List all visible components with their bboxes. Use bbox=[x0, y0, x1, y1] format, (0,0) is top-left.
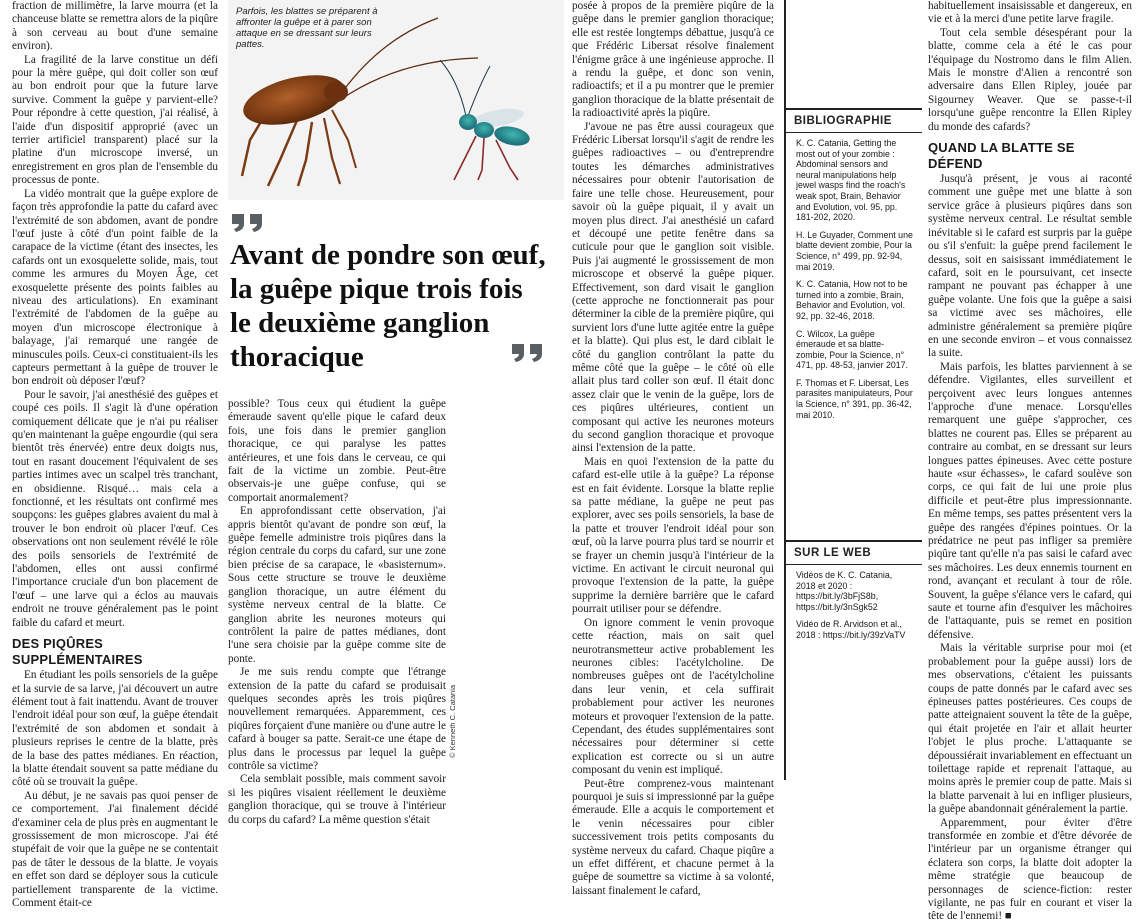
paragraph: Apparemment, pour éviter d'être transformée en zombie et d'être dévorée de l'intérieur par un organisme étranger qui éclatera son corps, la blatte doit adopter la même stratégie que beaucoup de personnages de science-fiction: rester vigilante, ne pas fuir en courant et viser la tête de l'ennemi! ■ bbox=[928, 816, 1132, 923]
paragraph: habituellement insaisissable et dangereux, en vie et à la merci d'une petite larve fragile. bbox=[928, 0, 1132, 26]
paragraph: Au début, je ne savais pas quoi penser de ce comportement. J'ai finalement décidé d'examiner cela de plus près en augmentant le grossissement de mon microscope. J'ai été stupéfait de voir que la guêpe ne se contentait pas de tâter le dessous de la blatte. Je voyais en effet son dard se déployer sous la cuticule partiellement transparente de la victime. Comment était-ce bbox=[12, 789, 218, 909]
web-link-entry[interactable]: Vidéos de K. C. Catania, 2018 et 2020 : https://bit.ly/3bFjS8b, https://bit.ly/3nSgk52 bbox=[796, 570, 893, 612]
web-link-entry[interactable]: Vidéo de R. Arvidson et al., 2018 : https://bit.ly/39zVaTV bbox=[796, 619, 906, 640]
paragraph: posée à propos de la première piqûre de la guêpe dans le premier ganglion thoracique; elle est restée longtemps débattue, jusqu'à ce que Frédéric Libersat résolve finalement l'énigme grâce à une ingénieuse approche. Il a rendu la guêpe, et donc son venin, radioactifs; et il a pu montrer que le premier ganglion thoracique de la blatte présentait de la radioactivité après la piqûre. bbox=[572, 0, 774, 120]
paragraph: Peut-être comprenez-vous maintenant pourquoi je suis si impressionné par la guêpe émeraude. Elle a acquis le comportement et le venin nécessaires pour cibler successivement trois petits composants du système nerveux du cafard. Chaque piqûre a un effet différent, et chacune permet à la guêpe de soumettre sa victime à sa volonté, laissant finalement le cafard, bbox=[572, 777, 774, 897]
web-links-title: SUR LE WEB bbox=[786, 540, 922, 565]
quote-close-icon bbox=[510, 342, 546, 364]
bibliography-entry: K. C. Catania, Getting the most out of your zombie : Abdominal sensors and neural manipulations help jewel wasps find the roach's weak spot, Brain, Behavior and Evolution, vol. 95, pp. 181-202, 2020. bbox=[796, 138, 906, 223]
paragraph: On ignore comment le venin provoque cette réaction, mais on sait quel neurotransmetteur active probablement les neurones cibles: l'acétylcholine. De nombreuses guêpes ont de l'acétylcholine dans leur venin, et cela suffirait probablement pour activer les neurones moteurs et provoquer l'extension de la patte. Cependant, des études supplémentaires sont nécessaires pour déterminer si cette explication est correcte ou si un autre composant du venin est impliqué. bbox=[572, 616, 774, 777]
paragraph: Je me suis rendu compte que l'étrange extension de la patte du cafard se produisait quelques secondes après les trois piqûres nouvellement remarquées. Apparemment, ces piqûres forçaient d'une manière ou d'une autre le cafard à bouger sa patte. Serait-ce une étape de plus dans le processus par lequel la guêpe contrôle sa victime? bbox=[228, 666, 446, 772]
section-heading: QUAND LA BLATTE SE DÉFEND bbox=[928, 140, 1075, 172]
article-column-2 bbox=[228, 398, 446, 826]
paragraph: Pour le savoir, j'ai anesthésié des guêpes et coupé ces poils. Il s'agit là d'une opération comiquement délicate que je n'ai pu réaliser qu'en maintenant la guêpe engourdie (qui sera bientôt très énervée) entre deux doigts nus, tout en rasant doucement l'équivalent de ses parties intimes avec un scalpel très tranchant, en obsidienne. Risqué… mais cela a fonctionné, et les résultats ont confirmé mes soupçons: les guêpes glabres avaient du mal à trouver le bon endroit où placer l'œuf. Ces observations ont non seulement révélé le rôle des poils sensoriels de l'extrémité de l'abdomen, elles ont aussi confirmé l'importance cruciale d'un bon placement de l'œuf – une larve qui a éclos au mauvais endroit ne trouve généralement pas le point faible du cafard et meurt. bbox=[12, 388, 218, 629]
quote-open-icon bbox=[230, 212, 266, 234]
photo-credit-text: © Kenneth C. Catania bbox=[448, 684, 457, 758]
paragraph: Tout cela semble désespérant pour la blatte, comme cela a été le cas pour l'équipage du Nostromo dans le film Alien. Mais le monstre d'Alien a rencontré son adversaire dans Ellen Ripley, jouée par Sigourney Weaver. Que se passe-t-il lorsqu'une guêpe rencontre la Ellen Ripley du monde des cafards? bbox=[928, 26, 1132, 133]
paragraph: La vidéo montrait que la guêpe explore de façon très approfondie la patte du cafard avec l'extrémité de son abdomen, avant de pondre l'œuf juste à côté d'un point faible de la carapace de la victime (étant des insectes, les cafards ont un exosquelette solide, mais, tout comme les armures du Moyen Âge, cet exosquelette présente des points faibles au niveau des articulations). En examinant l'extrémité de l'abdomen de la guêpe au moyen d'un microscope électronique à balayage, j'ai remarqué une rangée de minuscules poils. Ceux-ci constituaient-ils les capteurs permettant à la guêpe de trouver le bon endroit où déposer l'œuf? bbox=[12, 187, 218, 388]
section-heading: DES PIQÛRES SUPPLÉMENTAIRES bbox=[12, 636, 143, 668]
bibliography-entry: H. Le Guyader, Comment une blatte devient zombie, Pour la Science, n° 499, pp. 92-94, mai 2019. bbox=[796, 229, 913, 272]
bibliography-entry: K. C. Catania, How not to be turned into a zombie, Brain, Behavior and Evolution, vol. 92, pp. 32-46, 2018. bbox=[796, 279, 908, 321]
paragraph: J'avoue ne pas être aussi courageux que Frédéric Libersat lorsqu'il s'agit de rendre les guêpes radioactives – ou d'entreprendre toutes les démarches administratives nécessaires pour obtenir l'autorisation de faire une telle chose. Heureusement, pour savoir où la guêpe piquait, il y avait un moyen plus direct. J'ai anesthésié un cafard et découpé une petite fenêtre dans sa cuticule pour que le ganglion soit visible. Puis j'ai augmenté le grossissement de mon microscope et observé la guêpe piquer. Effectivement, son dard visait le ganglion (cette approche ne fonctionnerait pas pour déterminer la cible de la première piqûre, qui survient lors d'une lutte agitée entre la guêpe et la blatte). Qui plus est, le dard ciblait le côté du ganglion contrôlant la patte du même côté que la guêpe – le côté où elle allait plus tard coller son œuf. Il était donc assez clair que le venin de la guêpe, lors de ces piqûres ultérieures, contient un composant qui active les neurones moteurs du second ganglion thoracique et provoque ainsi l'extension de la patte. bbox=[572, 120, 774, 455]
article-column-1 bbox=[12, 0, 218, 909]
paragraph: fraction de millimètre, la larve mourra (et la chanceuse blatte se remettra alors de la piqûre à son cerveau au bout d'une semaine environ). bbox=[12, 0, 218, 53]
paragraph: Cela semblait possible, mais comment savoir si les piqûres visaient réellement le deuxième ganglion thoracique, qui se trouve à l'intérieur du corps du cafard? La même question s'était bbox=[228, 773, 446, 826]
pull-quote: Avant de pondre son œuf, la guêpe pique trois fois le deuxième ganglion thoracique bbox=[230, 239, 546, 373]
paragraph: Jusqu'à présent, je vous ai raconté comment une guêpe met une blatte à son service grâce à plusieurs piqûres dans son système nerveux central. Le résultat semble inévitable si le cafard est surpris par la guêpe ou s'il s'enfuit: la guêpe prend facilement le dessus, soit en saisissant immédiatement le cafard, soit en le poursuivant, cet insecte rampant ne pouvant pas échapper à une guêpe volante. Une fois que la guêpe a saisi sa victime avec ses mâchoires, elle administre généralement sa première piqûre en une seconde environ – et vous connaissez la suite. bbox=[928, 173, 1132, 360]
paragraph: La fragilité de la larve constitue un défi pour la mère guêpe, qui doit coller son œuf au bon endroit pour que la future larve survive. Comment la guêpe y parvient-elle? Pour répondre à cette question, j'ai réalisé, à l'aide d'un dispositif approprié (avec un terrier artificiel transparent) placé sur la platine d'un microscope inversé, un enregistrement en gros plan de l'ensemble du processus de ponte. bbox=[12, 53, 218, 187]
paragraph: En approfondissant cette observation, j'ai appris bientôt qu'avant de pondre son œuf, la guêpe femelle administre trois piqûres dans la région centrale du corps du cafard, sur une zone bien précise de sa carapace, le «basisternum». Sous cette structure se trouve le deuxième ganglion thoracique, un autre élément du système nerveux central de la blatte. Ce ganglion abrite les neurones moteurs qui contrôlent la paire de pattes médianes, dont l'une sera choisie par la guêpe comme site de ponte. bbox=[228, 505, 446, 665]
bibliography-box bbox=[786, 108, 922, 422]
bibliography-entry: C. Wilcox, La guêpe émeraude et sa blatte-zombie, Pour la Science, n° 471, pp. 48-53, janvier 2017. bbox=[796, 328, 908, 371]
web-links-box bbox=[786, 540, 922, 643]
paragraph: Mais en quoi l'extension de la patte du cafard est-elle utile à la guêpe? La réponse est en fait évidente. Lorsque la blatte replie sa patte médiane, la guêpe ne peut pas explorer, avec ses poils sensoriels, la base de la patte et trouver l'endroit idéal pour son œuf, où la larve pourra plus tard se nourrir et se frayer un chemin jusqu'à l'intérieur de la victime. En activant le circuit neuronal qui provoque l'extension de la patte, la guêpe supprime la dernière barrière que le cafard pourrait utiliser pour se défendre. bbox=[572, 455, 774, 616]
article-column-5 bbox=[928, 0, 1132, 923]
paragraph: Mais la véritable surprise pour moi (et probablement pour la guêpe aussi) lors de mes observations, c'étaient les puissants coups de patte donnés par le cafard avec ses épineuses pattes postérieures. Ces coups de patte atteignaient souvent la tête de la guêpe, qui était projetée en l'air et allait heurter l'objet le plus proche. L'attaquante se dépoussiérait invariablement en effectuant un toilettage rapide et reprenait l'attaque, au moins après le premier coup de patte. Mais si la blatte parvenait à lui en infliger plusieurs, la guêpe abandonnait généralement la partie. bbox=[928, 642, 1132, 816]
paragraph: En étudiant les poils sensoriels de la guêpe et la survie de sa larve, j'ai découvert un autre élément tout à fait inattendu. Avant de trouver l'endroit idéal pour son œuf, la guêpe étendait l'extrémité de son abdomen et sondait à plusieurs reprises le centre de la blatte, près de la base des pattes médianes. En réaction, la blatte étendait souvent sa patte médiane du côté où se trouvait la guêpe. bbox=[12, 669, 218, 789]
photo-caption: Parfois, les blattes se préparent à affronter la guêpe et à parer son attaque en se dressant sur leurs pattes. bbox=[236, 6, 378, 50]
bibliography-entry: F. Thomas et F. Libersat, Les parasites manipulateurs, Pour la Science, n° 391, pp. 36-42, mai 2010. bbox=[796, 377, 913, 420]
bibliography-title: BIBLIOGRAPHIE bbox=[786, 108, 922, 133]
cockroach-wasp-photo bbox=[228, 0, 564, 200]
article-column-3 bbox=[572, 0, 774, 897]
paragraph: Mais parfois, les blattes parviennent à se défendre. Vigilantes, elles surveillent et perçoivent avec leurs longues antennes l'approche d'une menace. Lorsqu'elles remarquent une guêpe s'approcher, ces blattes ne courent pas. Elles se préparent au contraire au combat, en se dressant sur leurs longues pattes épineuses. Avec cette posture haute «sur échasses», le cafard soulève son corps, ce qui fait de lui une proie plus difficile et peut-être plus impressionnante. En même temps, ses pattes présentent vers la guêpe des rangées d'épines pointues. Or la prédatrice ne peut pas infliger sa première piqûre tant qu'elle n'a pas saisi le cafard avec ses mâchoires. Les deux ennemis tournent en rond, avançant et reculant à tour de rôle. Souvent, la guêpe s'élance vers le cafard, qui saute et tourne afin d'esquiver les mâchoires de l'attaquante, puis se remet en position défensive. bbox=[928, 360, 1132, 641]
sidebar bbox=[784, 0, 922, 780]
photo-credit bbox=[448, 640, 462, 760]
paragraph: possible? Tous ceux qui étudient la guêpe émeraude savent qu'elle pique le cafard deux fois, une fois dans le premier ganglion thoracique, ce qui paralyse les pattes antérieures, et une fois dans le cerveau, ce qui fait de la victime un zombie. Peut-être observais-je une guêpe confuse, qui se comportait anormalement? bbox=[228, 398, 446, 504]
